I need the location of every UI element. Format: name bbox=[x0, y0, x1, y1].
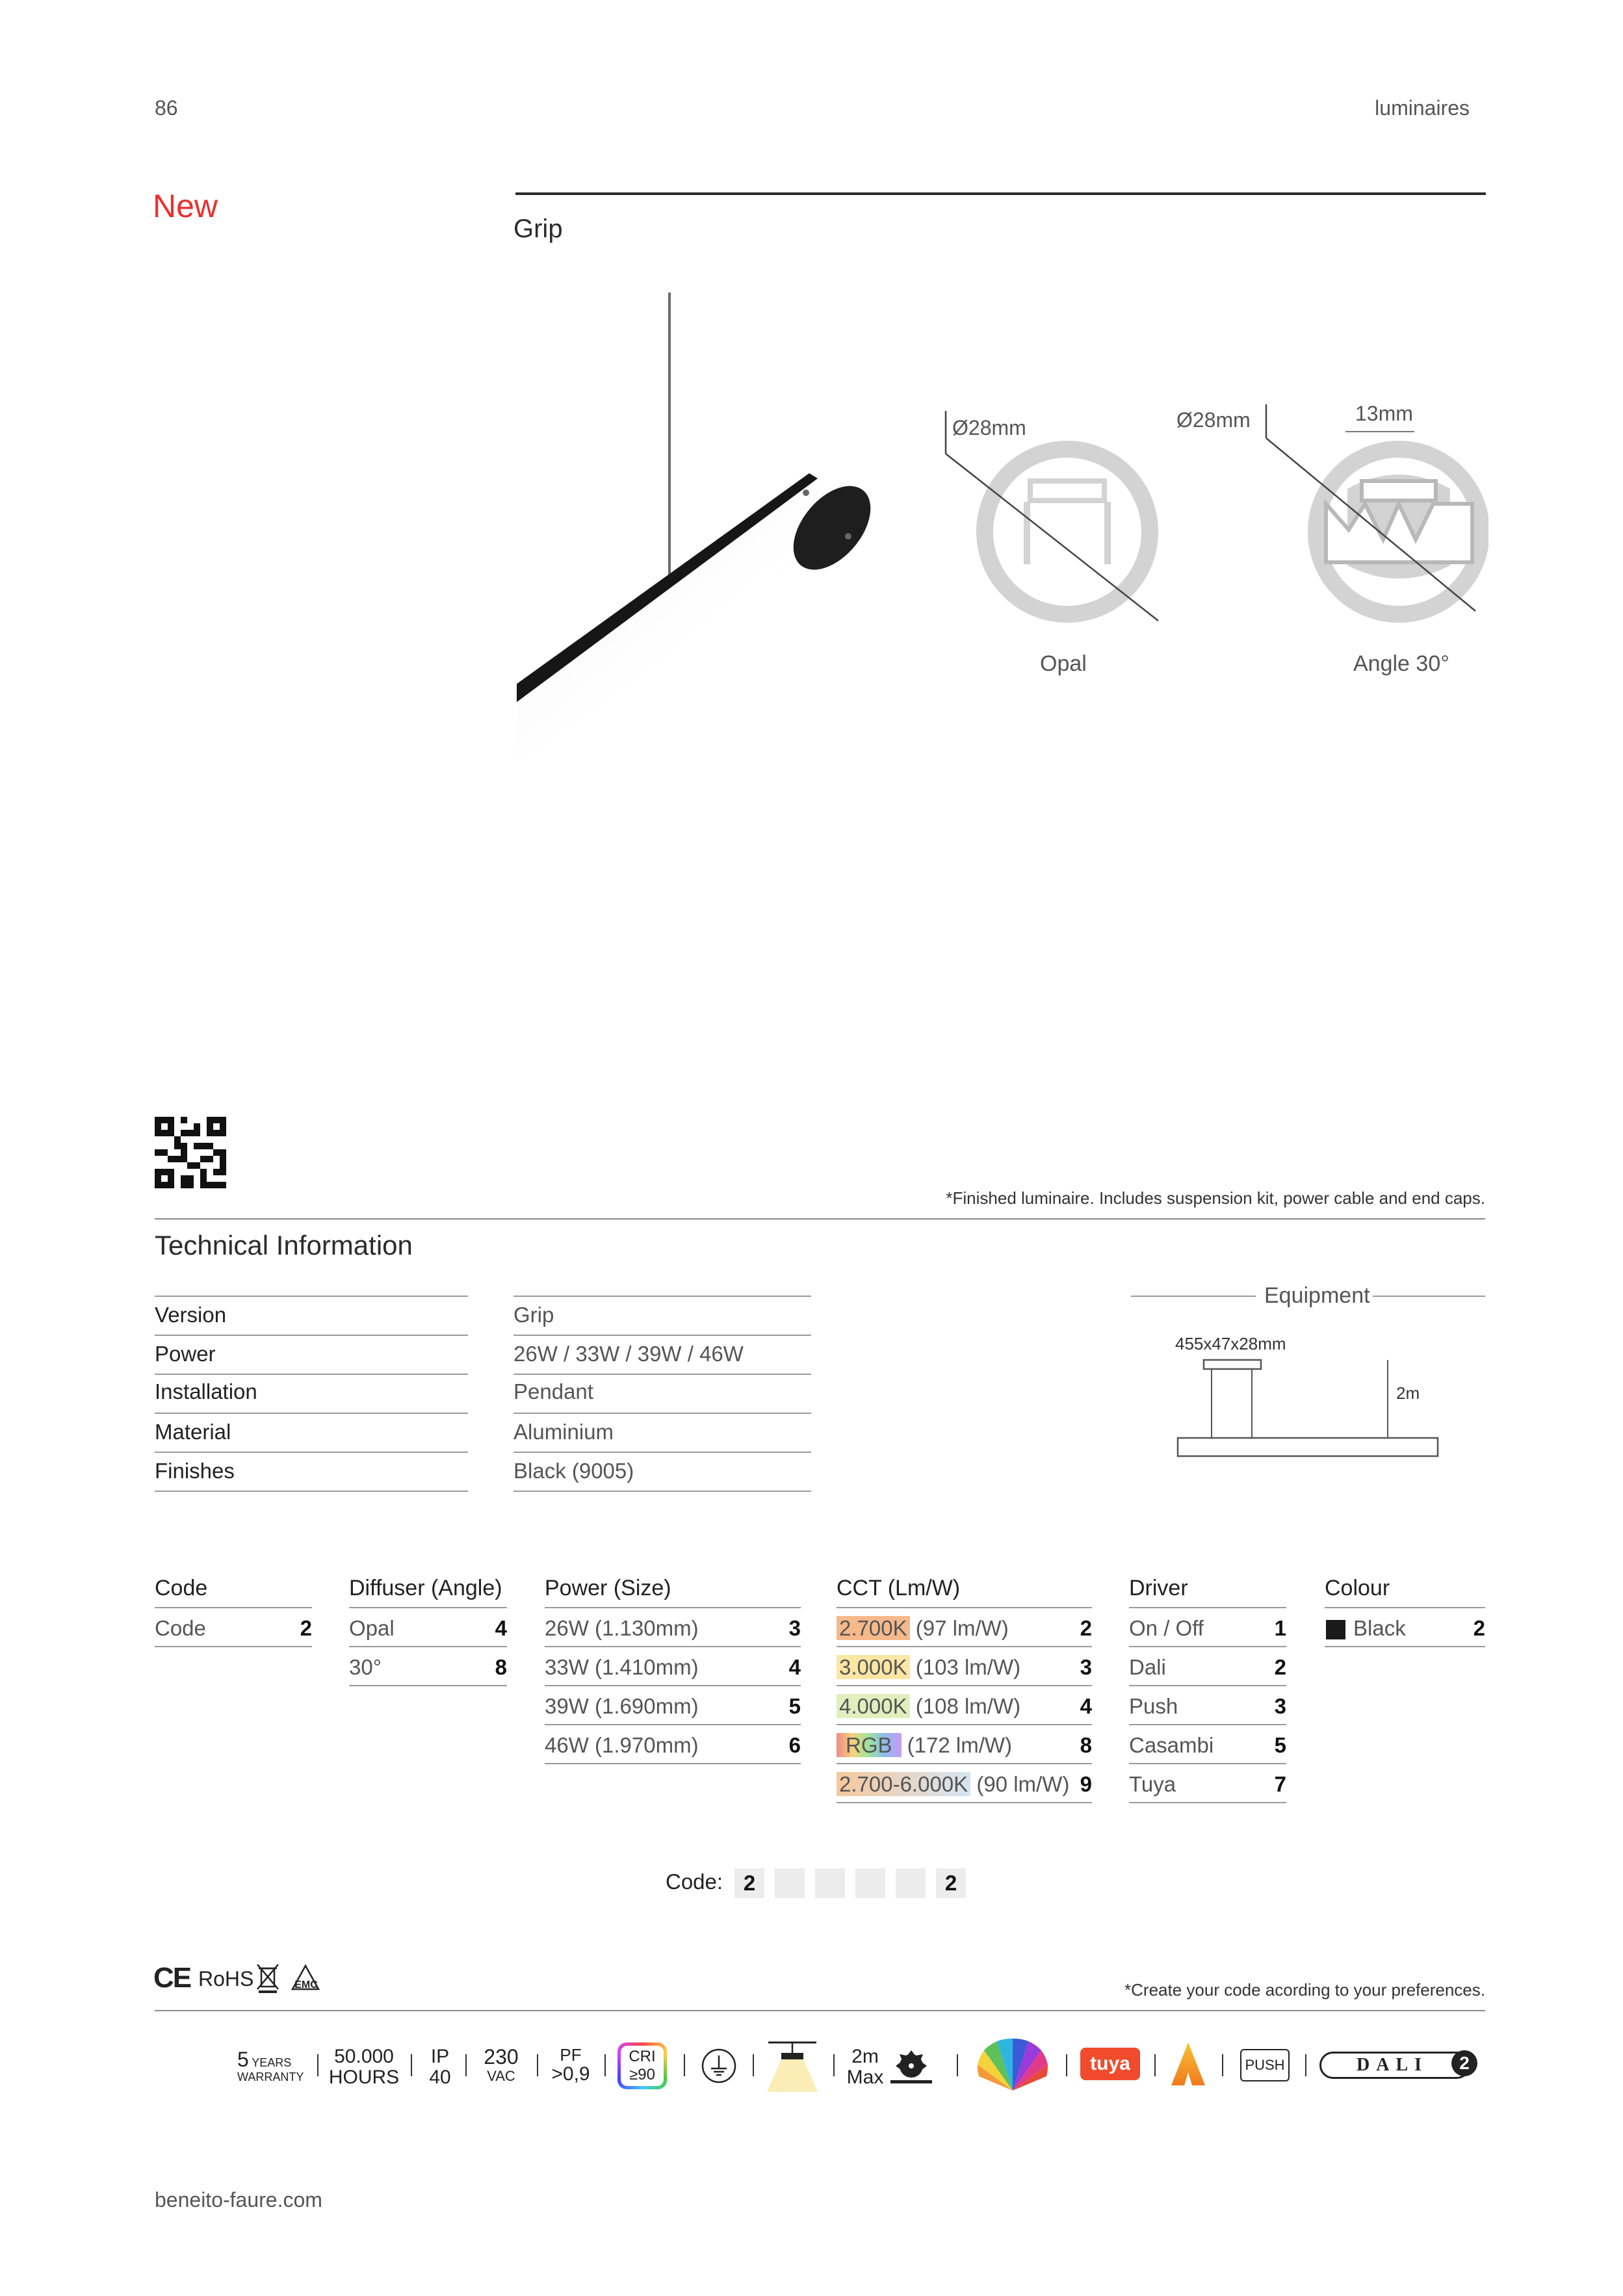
voltage-icon bbox=[474, 2046, 528, 2083]
hours-icon bbox=[328, 2046, 400, 2087]
driver-item: Push bbox=[1129, 1694, 1178, 1718]
col-line bbox=[349, 1607, 507, 1608]
col-line bbox=[155, 1646, 312, 1647]
col-line bbox=[545, 1763, 801, 1764]
driver-item-code: 1 bbox=[1274, 1616, 1286, 1640]
colour-item-code: 2 bbox=[1473, 1616, 1485, 1640]
page-number: 86 bbox=[155, 96, 178, 120]
qr-code[interactable] bbox=[155, 1117, 226, 1188]
col-line bbox=[837, 1724, 1092, 1725]
tech-row-line bbox=[513, 1296, 811, 1297]
code-item-code: 2 bbox=[300, 1616, 312, 1640]
separator bbox=[684, 2054, 685, 2076]
power-item: 26W (1.130mm) bbox=[545, 1616, 699, 1640]
equipment-rule-right bbox=[1373, 1296, 1485, 1297]
separator bbox=[1066, 2054, 1067, 2076]
driver-item-code: 7 bbox=[1274, 1772, 1286, 1796]
code-builder-label: Code: bbox=[666, 1870, 723, 1894]
code-box-4[interactable] bbox=[855, 1868, 885, 1898]
col-line bbox=[155, 1607, 312, 1608]
separator bbox=[537, 2054, 538, 2076]
separator bbox=[465, 2054, 467, 2076]
cut-length-max: Max bbox=[846, 2066, 884, 2088]
code-box-3[interactable] bbox=[815, 1868, 845, 1898]
pf-label: PF bbox=[560, 2045, 582, 2065]
rohs-mark: RoHS bbox=[198, 1967, 254, 1990]
col-line bbox=[545, 1646, 801, 1647]
profile-angle-drawing bbox=[1254, 390, 1488, 637]
power-item: 33W (1.410mm) bbox=[545, 1655, 699, 1679]
separator bbox=[957, 2054, 958, 2076]
pf-value: >0,9 bbox=[551, 2063, 590, 2085]
tech-value-installation: Pendant bbox=[513, 1379, 593, 1403]
tech-row-line bbox=[513, 1374, 811, 1375]
tech-row-line bbox=[513, 1452, 811, 1453]
warranty-icon bbox=[237, 2048, 302, 2084]
dali-text: DALI bbox=[1357, 2055, 1429, 2075]
power-item-code: 4 bbox=[788, 1655, 801, 1679]
col-line bbox=[1129, 1802, 1286, 1803]
separator bbox=[1154, 2054, 1156, 2076]
cct-efficacy: (108 lm/W) bbox=[909, 1694, 1021, 1718]
cct-highlight-rgb: RGB bbox=[837, 1733, 902, 1757]
profile-opal-diameter: Ø28mm bbox=[952, 416, 1026, 439]
casambi-icon bbox=[1170, 2041, 1206, 2087]
col-header-colour: Colour bbox=[1325, 1576, 1390, 1600]
tuya-icon: tuya bbox=[1080, 2048, 1140, 2080]
tech-row-line bbox=[155, 1296, 468, 1297]
divider bbox=[155, 2010, 1485, 2011]
cct-item bbox=[837, 1733, 1012, 1758]
cri-icon bbox=[617, 2042, 667, 2089]
col-line bbox=[837, 1802, 1092, 1803]
color-fan-icon bbox=[975, 2036, 1050, 2092]
finished-note: *Finished luminaire. Includes suspension kit, power cable and end caps. bbox=[946, 1188, 1485, 1208]
tech-value-material: Aluminium bbox=[513, 1420, 614, 1444]
col-line bbox=[1325, 1607, 1485, 1608]
tech-value-finishes: Black (9005) bbox=[513, 1459, 634, 1483]
saw-blade-icon bbox=[889, 2048, 933, 2085]
diffuser-opal-code: 4 bbox=[495, 1616, 507, 1640]
profile-angle-diameter: Ø28mm bbox=[1176, 408, 1251, 432]
equipment-canopy-size: 455x47x28mm bbox=[1175, 1334, 1286, 1353]
tech-row-line bbox=[513, 1413, 811, 1414]
voltage-value: 230 bbox=[484, 2045, 519, 2068]
warranty-years: YEARS bbox=[252, 2056, 292, 2069]
dali-version: 2 bbox=[1451, 2050, 1477, 2076]
driver-item-code: 2 bbox=[1274, 1655, 1286, 1679]
tech-row-line bbox=[155, 1452, 468, 1453]
separator bbox=[1305, 2054, 1306, 2076]
tech-label-installation: Installation bbox=[155, 1379, 257, 1403]
cct-item bbox=[837, 1772, 1069, 1797]
driver-item: Casambi bbox=[1129, 1733, 1214, 1757]
col-line bbox=[1129, 1763, 1286, 1764]
tech-value-version: Grip bbox=[513, 1303, 554, 1327]
tech-row-line bbox=[155, 1335, 468, 1336]
equipment-title: Equipment bbox=[1264, 1283, 1370, 1308]
cct-efficacy: (90 lm/W) bbox=[970, 1772, 1070, 1796]
cct-item-code: 2 bbox=[1080, 1616, 1092, 1640]
col-header-power: Power (Size) bbox=[545, 1576, 671, 1600]
tech-label-finishes: Finishes bbox=[155, 1459, 235, 1483]
hours-word: HOURS bbox=[328, 2066, 400, 2088]
divider bbox=[155, 1218, 1485, 1220]
col-line bbox=[349, 1685, 507, 1686]
col-header-cct: CCT (Lm/W) bbox=[837, 1576, 961, 1600]
warranty-word: WARRANTY bbox=[237, 2070, 304, 2083]
code-item: Code bbox=[155, 1616, 206, 1640]
diffuser-opal: Opal bbox=[349, 1616, 395, 1640]
profile-angle-width: 13mm bbox=[1355, 402, 1413, 425]
col-line bbox=[1129, 1724, 1286, 1725]
col-header-code: Code bbox=[155, 1576, 208, 1600]
col-header-diffuser: Diffuser (Angle) bbox=[349, 1576, 502, 1600]
tech-row-line bbox=[513, 1335, 811, 1336]
product-title: Grip bbox=[513, 215, 563, 243]
separator bbox=[317, 2054, 318, 2076]
luminaire-image bbox=[507, 286, 871, 767]
col-line bbox=[545, 1607, 801, 1608]
tech-label-material: Material bbox=[155, 1420, 231, 1444]
driver-item: Tuya bbox=[1129, 1772, 1176, 1796]
power-item-code: 3 bbox=[788, 1616, 801, 1640]
cri-label: CRI bbox=[629, 2048, 656, 2065]
col-line bbox=[837, 1646, 1092, 1647]
cct-efficacy: (172 lm/W) bbox=[901, 1733, 1013, 1757]
equipment-drawing bbox=[1170, 1352, 1449, 1469]
cct-item bbox=[837, 1655, 1020, 1680]
driver-item: Dali bbox=[1129, 1655, 1166, 1679]
tech-row-line bbox=[155, 1374, 468, 1375]
tech-value-power: 26W / 33W / 39W / 46W bbox=[513, 1342, 744, 1366]
dali-icon bbox=[1319, 2052, 1470, 2079]
pendant-light-icon bbox=[764, 2039, 820, 2093]
power-factor-icon bbox=[545, 2046, 597, 2085]
cri-value: ≥90 bbox=[629, 2066, 655, 2083]
new-badge: New bbox=[153, 188, 218, 224]
tech-label-version: Version bbox=[155, 1303, 227, 1327]
cct-item-code: 4 bbox=[1080, 1694, 1092, 1718]
voltage-unit: VAC bbox=[487, 2067, 515, 2084]
separator bbox=[753, 2054, 754, 2076]
cct-item-code: 8 bbox=[1080, 1733, 1092, 1757]
ce-mark: CE bbox=[153, 1962, 191, 1994]
website[interactable]: beneito-faure.com bbox=[155, 2188, 322, 2211]
technical-title: Technical Information bbox=[155, 1230, 413, 1260]
cct-item-code: 9 bbox=[1080, 1772, 1092, 1796]
diffuser-30-code: 8 bbox=[495, 1655, 507, 1679]
weee-bin-icon bbox=[255, 1962, 281, 1993]
cut-length-icon bbox=[842, 2046, 888, 2087]
code-box-5[interactable] bbox=[896, 1868, 926, 1898]
col-line bbox=[1129, 1607, 1286, 1608]
separator bbox=[411, 2054, 412, 2076]
warranty-number: 5 bbox=[237, 2048, 249, 2071]
cct-item-code: 3 bbox=[1080, 1655, 1092, 1679]
push-icon: PUSH bbox=[1240, 2049, 1290, 2081]
tech-row-line bbox=[155, 1413, 468, 1414]
cct-item bbox=[837, 1616, 1009, 1641]
power-item-code: 5 bbox=[788, 1694, 801, 1718]
col-line bbox=[1129, 1646, 1286, 1647]
col-line bbox=[349, 1646, 507, 1647]
emc-icon bbox=[286, 1963, 326, 1992]
driver-item-code: 3 bbox=[1274, 1694, 1286, 1718]
col-line bbox=[837, 1685, 1092, 1686]
code-box-2[interactable] bbox=[775, 1868, 805, 1898]
profile-opal-caption: Opal bbox=[1040, 651, 1087, 676]
tech-label-power: Power bbox=[155, 1342, 216, 1366]
power-item: 46W (1.970mm) bbox=[545, 1733, 699, 1757]
cct-efficacy: (103 lm/W) bbox=[909, 1655, 1021, 1679]
ip-icon bbox=[422, 2046, 458, 2087]
separator bbox=[604, 2054, 606, 2076]
cut-length-value: 2m bbox=[851, 2046, 879, 2067]
cct-item bbox=[837, 1694, 1020, 1719]
title-rule bbox=[515, 192, 1486, 195]
black-swatch bbox=[1326, 1620, 1345, 1639]
col-line bbox=[837, 1763, 1092, 1764]
power-item: 39W (1.690mm) bbox=[545, 1694, 699, 1718]
earth-class-icon bbox=[701, 2048, 737, 2084]
col-line bbox=[837, 1607, 1092, 1608]
driver-item: On / Off bbox=[1129, 1616, 1204, 1640]
code-box-6[interactable]: 2 bbox=[936, 1868, 966, 1898]
cct-highlight: 4.000K bbox=[837, 1694, 910, 1718]
code-note: *Create your code acording to your preferences. bbox=[1124, 1980, 1485, 2000]
col-header-driver: Driver bbox=[1129, 1576, 1188, 1600]
col-line bbox=[545, 1724, 801, 1725]
cct-highlight: 2.700-6.000K bbox=[837, 1772, 970, 1796]
ip-label: IP bbox=[430, 2046, 450, 2067]
ip-value: 40 bbox=[429, 2066, 451, 2088]
diffuser-30: 30° bbox=[349, 1655, 382, 1679]
col-line bbox=[1325, 1646, 1485, 1647]
tech-row-line bbox=[155, 1491, 468, 1492]
equipment-cable-length: 2m bbox=[1396, 1383, 1420, 1403]
profile-angle-caption: Angle 30° bbox=[1353, 651, 1449, 676]
tech-row-line bbox=[513, 1491, 811, 1492]
cct-highlight: 3.000K bbox=[837, 1655, 910, 1679]
svg-text:EMC: EMC bbox=[294, 1979, 318, 1990]
col-line bbox=[1129, 1685, 1286, 1686]
driver-item-code: 5 bbox=[1274, 1733, 1286, 1757]
separator bbox=[1222, 2054, 1223, 2076]
code-box-1[interactable]: 2 bbox=[734, 1868, 764, 1898]
hours-number: 50.000 bbox=[334, 2046, 394, 2067]
equipment-rule-left bbox=[1131, 1296, 1256, 1297]
separator bbox=[833, 2054, 835, 2076]
power-item-code: 6 bbox=[788, 1733, 801, 1757]
section-name: luminaires bbox=[1375, 96, 1470, 120]
cct-highlight: 2.700K bbox=[837, 1616, 910, 1640]
colour-item: Black bbox=[1353, 1616, 1406, 1640]
cct-efficacy: (97 lm/W) bbox=[909, 1616, 1009, 1640]
col-line bbox=[545, 1685, 801, 1686]
